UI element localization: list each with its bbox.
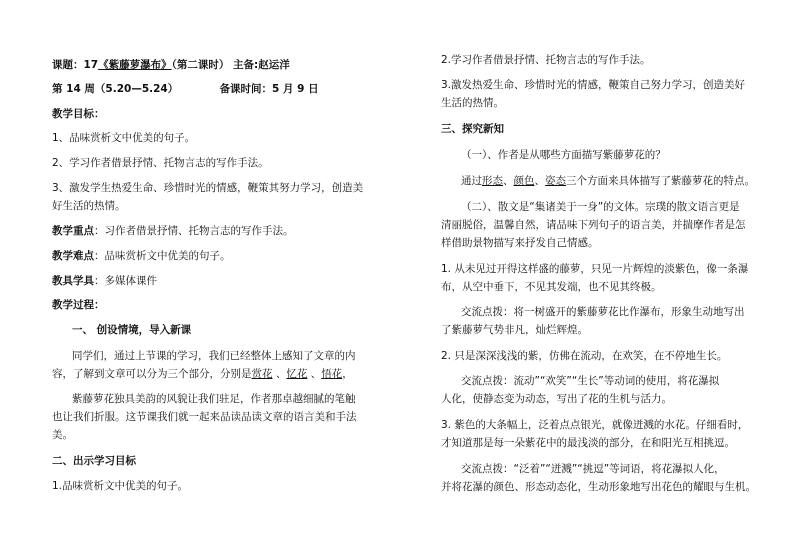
tools-text: ：多媒体课件 [94, 275, 157, 287]
goal-1: 1、品味赏析文中优美的句子。 [52, 132, 196, 144]
para-2-line-3: 美。 [52, 429, 73, 441]
goal-3-line-1: 3、激发学生热爱生命、珍惜时光的情感，鞭策其努力学习，创造美 [52, 182, 364, 194]
part-admire: 赏花 [251, 368, 273, 380]
comment-3-line-1: 交流点拨：“泛着”“迸溅”“挑逗”等词语，将花瀑拟人化， [461, 463, 725, 475]
section-1-heading: 一、 创设情境，导入新课 [72, 324, 192, 336]
learning-goal-3-line-2: 生活的热情。 [441, 97, 504, 109]
para-1-text: 容，了解到文章可以分为三个部分，分别是 [52, 368, 252, 380]
question-2-line-2: 清丽脱俗，温馨自然，请品味下列句子的语言美，并揣摩作者是怎 [441, 219, 746, 231]
answer-1 [461, 174, 755, 188]
aspect-form: 形态 [482, 175, 503, 187]
question-2-line-3: 样借助景物描写来抒发自己情感。 [441, 237, 599, 249]
learning-goal-1: 1.品味赏析文中优美的句子。 [52, 480, 189, 492]
learning-goal-2: 2.学习作者借景抒情、托物言志的写作手法。 [441, 54, 651, 66]
difficulty-line [52, 249, 231, 263]
sentence-3-line-2: 才知道那是每一朵紫花中的最浅淡的部分，在和阳光互相挑逗。 [441, 437, 735, 449]
difficulty-label: 教学难点 [52, 250, 94, 262]
comment-2-line-1: 交流点拨：流动”“欢笑”“生长”等动词的使用，将花瀑拟 [461, 375, 720, 387]
part-recall: 忆花 [286, 368, 308, 380]
lesson-title-suffix: （第二课时） 主备:赵运洋 [171, 59, 290, 71]
tools-line [52, 274, 157, 288]
sentence-1-line-1: 1. 从未见过开得这样盛的藤萝，只见一片辉煌的淡紫色，像一条瀑 [441, 263, 749, 275]
question-1: （一）、作者是从哪些方面描写紫藤萝花的？ [461, 149, 666, 161]
comment-1-line-2: 了紫藤萝气势非凡，灿烂辉煌。 [441, 324, 588, 336]
answer-1-text: 通过 [461, 175, 482, 187]
week-line [52, 82, 319, 96]
sentence-3-line-1: 3. 紫色的大条幅上，泛着点点银光，就像迸溅的水花。仔细看时， [441, 419, 749, 431]
comment-3-line-2: 并将花瀑的颜色、形态动态化，生动形象地写出花色的耀眼与生机。 [441, 481, 756, 493]
comment-2-line-2: 人化，使静态变为动态，写出了花的生机与活力。 [441, 393, 672, 405]
key-point-text: ：习作者借景抒情、托物言志的写作手法。 [94, 225, 294, 237]
part-realize: 悟花 [321, 368, 343, 380]
lesson-title-line [52, 58, 290, 72]
para-1-line-2 [52, 367, 353, 381]
punctuation: ， [342, 368, 353, 380]
section-3-heading: 三、探究新知 [441, 123, 504, 135]
comment-1-line-1: 交流点拨：将一树盛开的紫藤萝花比作瀑布，形象生动地写出 [461, 306, 745, 318]
para-2-line-2: 也让我们折服。这节课我们就一起来品读品读文章的语言美和手法 [52, 411, 357, 423]
sentence-2: 2. 只是深深浅浅的紫，仿佛在流动，在欢笑，在不停地生长。 [441, 350, 728, 362]
aspect-posture: 姿态 [545, 175, 566, 187]
para-1-line-1: 同学们，通过上节课的学习，我们已经整体上感知了文章的内 [72, 350, 356, 362]
difficulty-text: ：品味赏析文中优美的句子。 [94, 250, 231, 262]
separator: 、 [307, 368, 322, 380]
aspect-color: 颜色 [513, 175, 535, 187]
sentence-1-line-2: 布，从空中垂下，不见其发端，也不见其终极。 [441, 281, 662, 293]
tools-label: 教具学具 [52, 275, 94, 287]
question-2-line-1: （二）、散文是“集诸美于一身”的文体。宗璞的散文语言更是 [461, 201, 740, 213]
lesson-name: 《紫藤萝瀑布》 [98, 59, 172, 71]
answer-1-ending: 三个方面来具体描写了紫藤萝花的特点。 [566, 175, 755, 187]
separator: 、 [503, 175, 514, 187]
key-point-line [52, 224, 294, 238]
process-heading: 教学过程： [52, 299, 105, 311]
prep-time-text: 备课时间：5 月 9 日 [219, 83, 319, 95]
goals-heading: 教学目标： [52, 108, 105, 120]
goal-3-line-2: 好生活的热情。 [52, 200, 126, 212]
para-2-line-1: 紫藤萝花独具美韵的风貌让我们驻足，作者那卓越细腻的笔触 [72, 393, 356, 405]
goal-2: 2、学习作者借景抒情、托物言志的写作手法。 [52, 157, 269, 169]
section-2-heading: 二、出示学习目标 [52, 455, 136, 467]
key-point-label: 教学重点 [52, 225, 94, 237]
week-text: 第 14 周（5.20—5.24） [52, 83, 179, 95]
separator: 、 [272, 368, 287, 380]
learning-goal-3-line-1: 3.激发热爱生命、珍惜时光的情感，鞭策自己努力学习，创造美好 [441, 79, 746, 91]
lesson-number: 课题：17 [52, 59, 99, 71]
separator: 、 [534, 175, 545, 187]
